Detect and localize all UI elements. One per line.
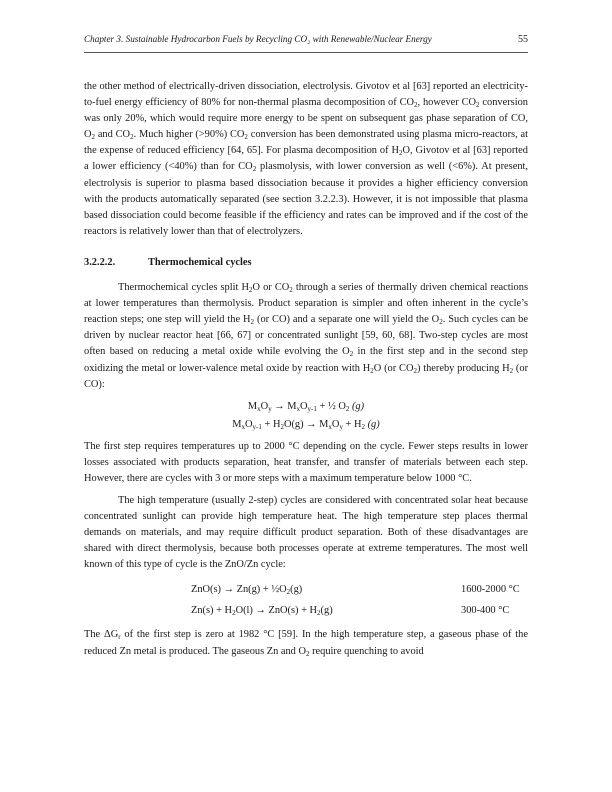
paragraph-plasma-dissociation: the other method of electrically-driven dissociation, electrolysis. Givotov et al [63] reported an electricity-to-fuel energy efficiency of 80% for non-thermal plasma decomposition of $CO_2$, however $CO_2$ conversion was only 20%, which would require more energy to be spent on subsequent gas phase separation of CO, $O_2$ and $CO_2$. Much higher (>90%) $CO_2$ conversion has been demonstrated using plasma micro-reactors, at the expense of reduced efficiency [64, 65]. For plasma decomposition of $H_2O$, Givotov et al [63] reported a lower efficiency (<40%) than for $CO_2$ plasmolysis, with lower conversion as well (<6%). At present, electrolysis is superior to plasma based dissociation because it provides a higher efficiency conversion with the products automatically separated (see section 3.2.2.3). However, it is not impossible that plasma based dissociation could become feasible if the efficiency and rates can be improved and if the cost of the reactors is relatively lower than that of electrolyzers. [84,81,529,237]
equation-zn-hydrolysis: $Zn(s) + H_2O(l) \to ZnO(s) + H_2(g)$ 300-400 °C [84,600,528,621]
header-rule [84,52,528,53]
paragraph-gibbs-energy: The $\Delta G_r$ of the first step is zero at 1982 °C [59]. In the high temperature step, a gaseous phase of the reduced Zn metal is produced. The gaseous Zn and $O_2$ require quenching to avoid [84,629,528,658]
equation-zno-dissociation: $ZnO(s) \to Zn(g) + \frac{1}{2}O_2(g)$ 1600-2000 °C [84,579,528,600]
zn-temperature: 300-400 °C [461,605,510,617]
paragraph-thermochemical-intro: Thermochemical cycles split $H_2O$ or $CO_2$ through a series of thermally driven chemical reactions at lower temperatures than thermolysis. Product separation is simpler and often inherent in the cycle’s reaction steps; one step will yield the $H_2$ (or CO) and a separate one will yield the $O_2$. Such cycles can be driven by nuclear reactor heat [66, 67] or concentrated sunlight [59, 60, 68]. Two-step cycles are most often based on reducing a metal oxide while evolving the $O_2$ in the first step and in the second step oxidizing the metal or lower-valence metal oxide by reaction with $H_2O$ (or $CO_2$) thereby producing $H_2$ (or CO): [84,282,529,390]
equation-metal-oxidation: $M_xO_{y-1} + H_2O(g) \to M_xO_y + H_2$ (g) [232,418,380,431]
running-title: Chapter 3. Sustainable Hydrocarbon Fuels by Recycling CO₂ with Renewable/Nuclear Energy [84,34,432,44]
section-title: Thermochemical cycles [148,256,252,268]
equation-metal-oxide-reduction: $M_xO_y \to M_xO_{y-1}$ + ½ $O_2$ (g) $M_xO_{y-1} + H_2O(g) \to M_xO_y + H_2$ (g) [232,400,380,431]
paragraph-cycle-steps: The first step requires temperatures up to 2000 °C depending on the cycle. Fewer steps results in lower losses associated with products separation, heat transfer, and transfer of materials between each step. However, there are cycles with 3 or more steps with a maximum temperature below 1000 °C. [84,440,528,484]
zno-zn-cycle-equations [84,579,528,621]
page-number: 55 [518,34,528,45]
section-heading [84,255,528,271]
running-header [84,34,528,45]
page-body [84,79,528,660]
zno-temperature: 1600-2000 °C [461,584,520,596]
section-number: 3.2.2.2. [84,256,116,268]
paragraph-high-temperature-cycles: The high temperature (usually 2-step) cycles are considered with concentrated solar heat because concentrated sunlight can provide high temperature heat. The high temperature step places thermal demands on materials, and may require difficult product separation. Both of these disadvantages are shared with direct thermolysis, because both processes operate at extreme temperatures. The most well known of this type of cycle is the ZnO/Zn cycle: [84,494,528,571]
